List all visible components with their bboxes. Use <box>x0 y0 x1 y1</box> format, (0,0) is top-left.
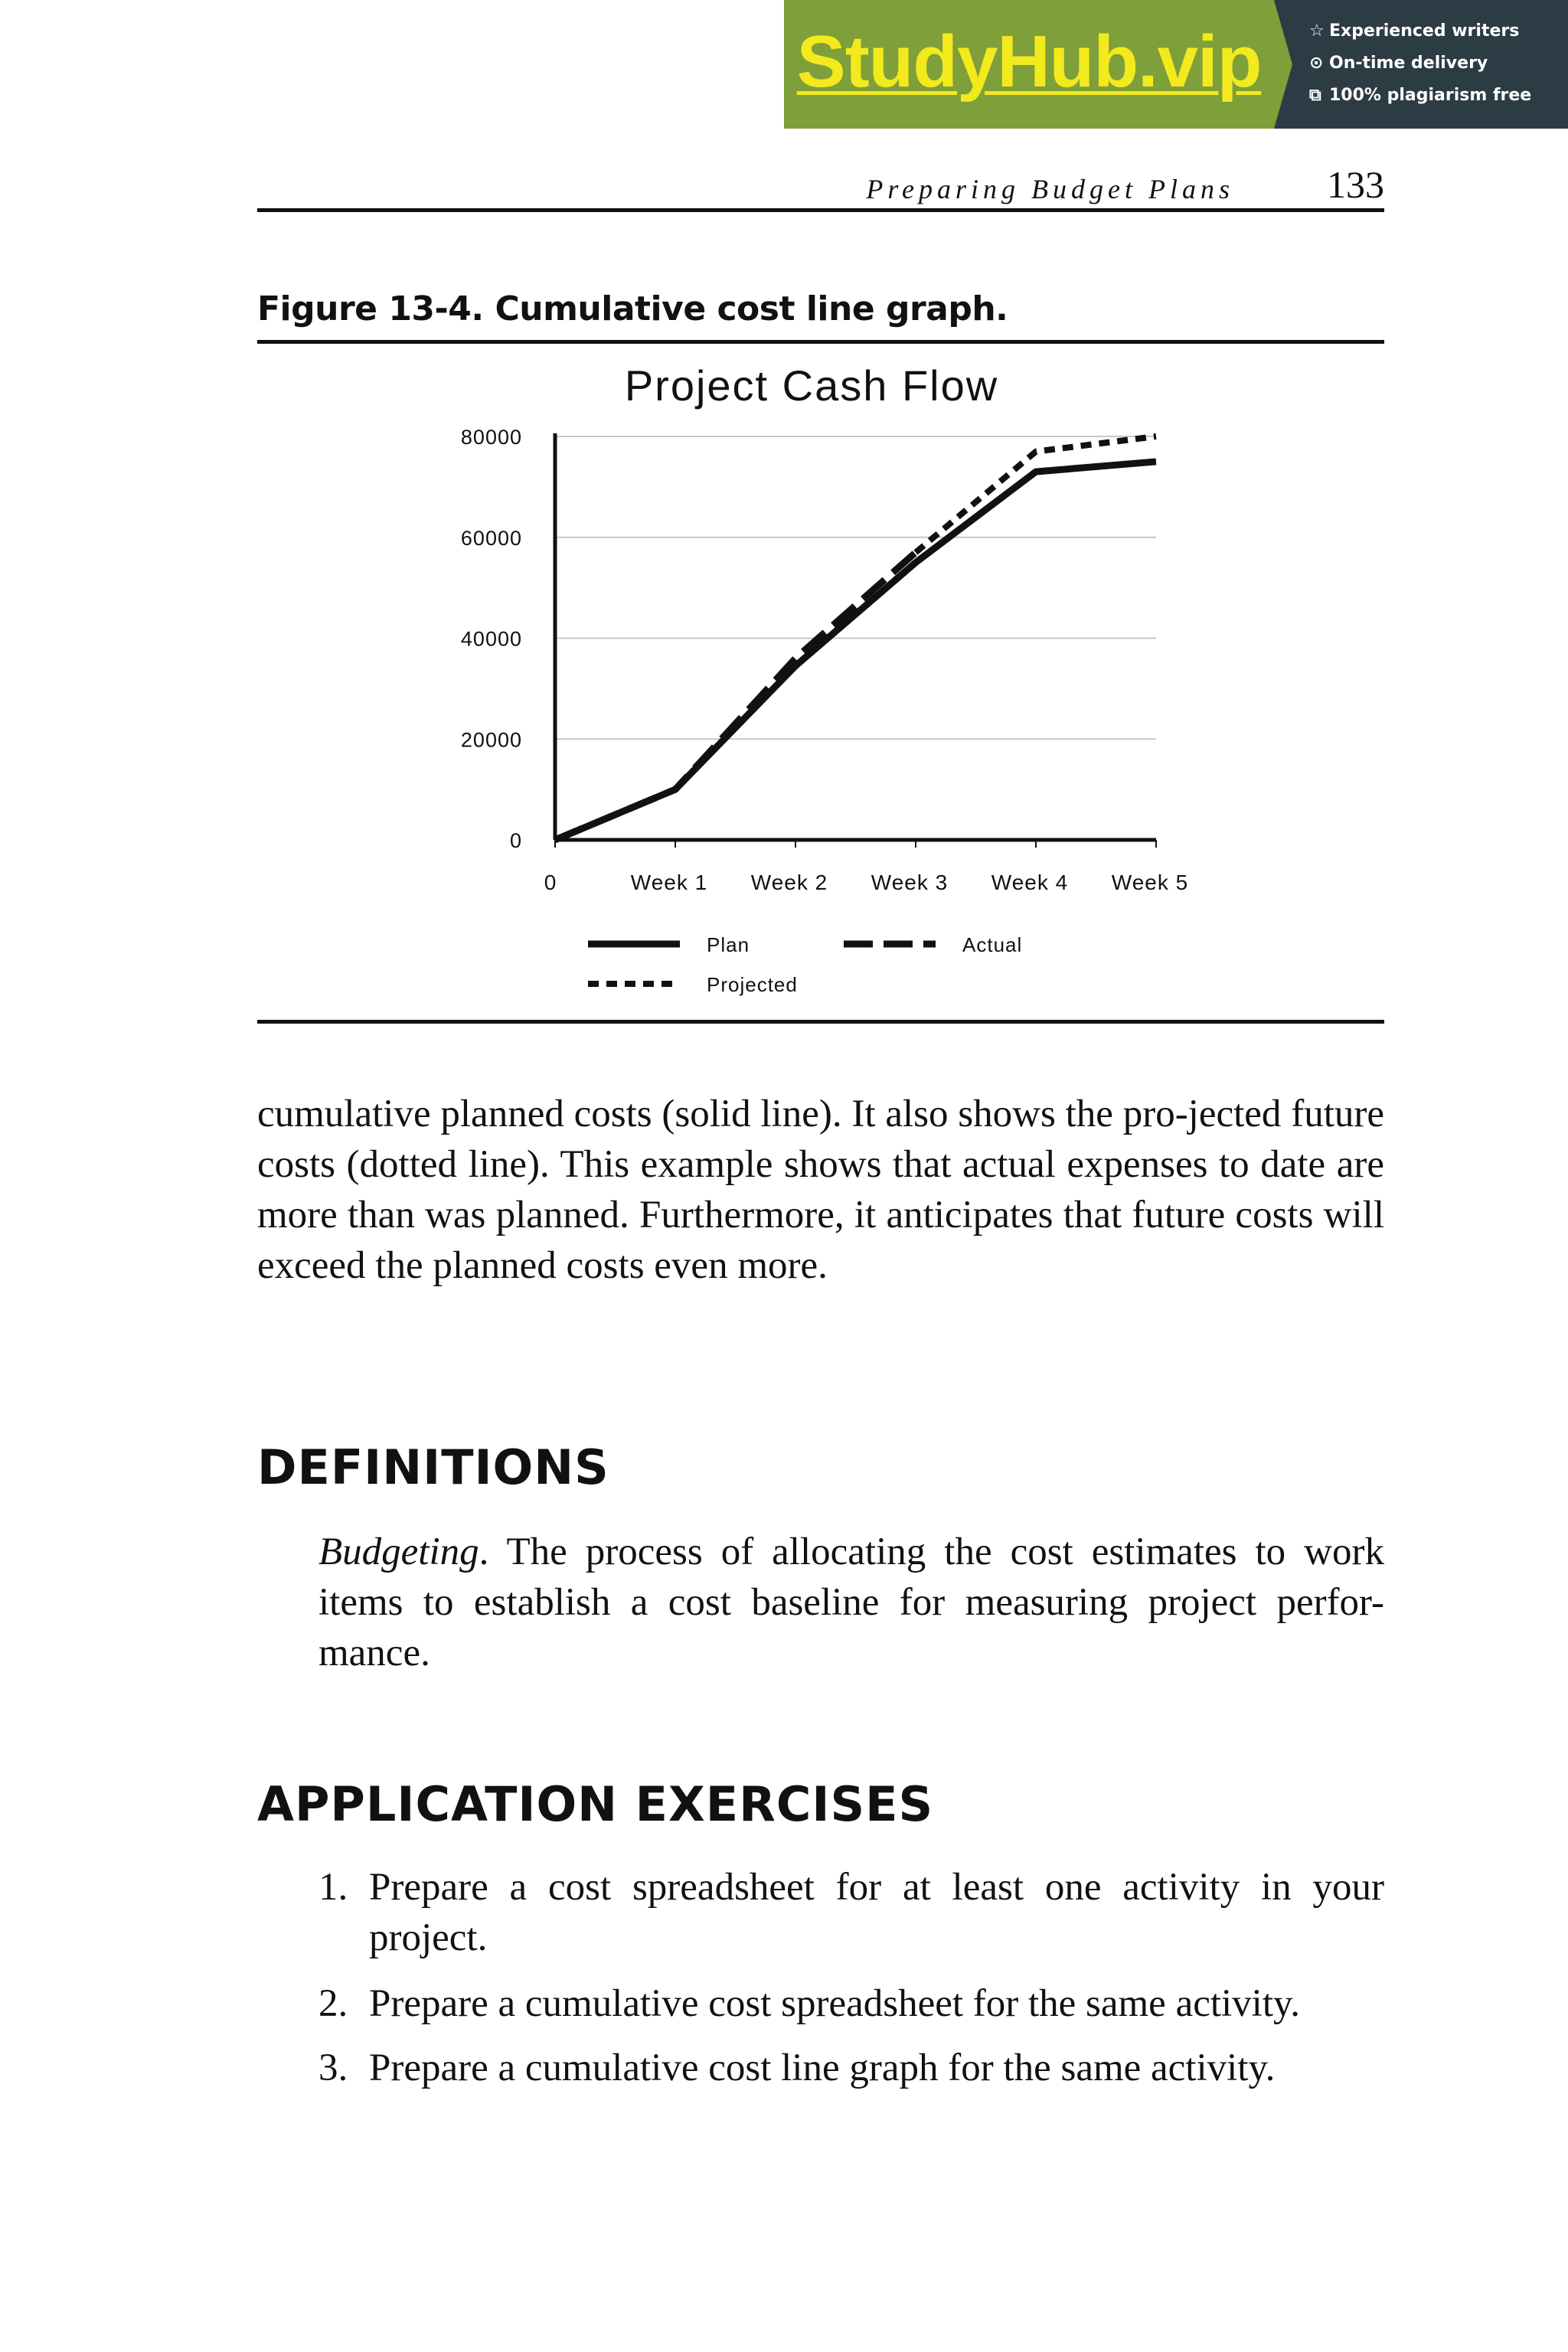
banner-feature-plagiarism: ⧉ 100% plagiarism free <box>1309 86 1532 105</box>
exercise-number: 3. <box>318 2047 348 2089</box>
definition-item <box>318 1527 1384 1678</box>
star-icon: ☆ <box>1309 21 1325 41</box>
definition-term: Budgeting <box>318 1530 479 1573</box>
banner-arrow <box>1274 0 1292 129</box>
x-tick-label: Week 4 <box>991 871 1069 894</box>
chart-title: Project Cash Flow <box>624 361 999 410</box>
x-tick-label: Week 3 <box>871 871 949 894</box>
exercise-number: 1. <box>318 1866 348 1909</box>
exercises-heading: APPLICATION EXERCISES <box>257 1776 934 1832</box>
series-line-plan <box>555 462 1156 840</box>
running-head <box>257 162 1384 208</box>
y-tick-label: 0 <box>509 829 522 852</box>
running-title: Preparing Budget Plans <box>866 174 1234 204</box>
banner-feature-writers: ☆ Experienced writers <box>1309 21 1520 41</box>
figure-bottom-rule <box>257 1020 1384 1024</box>
x-tick-label: 0 <box>544 871 557 894</box>
x-tick-label: Week 1 <box>630 871 708 894</box>
clock-icon: ⊙ <box>1309 54 1324 73</box>
chart-labels <box>461 361 1188 894</box>
y-tick-label: 80000 <box>460 426 522 449</box>
y-tick-label: 40000 <box>460 627 522 651</box>
series-line-actual <box>555 553 916 840</box>
chart-axes <box>555 433 1156 848</box>
promo-banner[interactable] <box>784 0 1568 129</box>
definitions-heading: DEFINITIONS <box>257 1439 609 1495</box>
exercise-text: Prepare a cost spreadsheet for at least one activity in your project. <box>369 1866 1384 1959</box>
legend-label-plan: Plan <box>707 933 750 956</box>
chart-legend <box>588 933 1022 996</box>
exercise-text: Prepare a cumulative cost line graph for the same activity. <box>369 2047 1276 2089</box>
figure-top-rule <box>257 340 1384 344</box>
exercise-number: 2. <box>318 1982 348 2025</box>
y-tick-label: 20000 <box>460 728 522 752</box>
cumulative-cost-line-chart <box>429 352 1271 1011</box>
copy-icon: ⧉ <box>1309 86 1321 105</box>
x-tick-label: Week 2 <box>750 871 828 894</box>
page-number: 133 <box>1327 163 1384 206</box>
body-paragraph: cumulative planned costs (solid line). It also shows the pro-jected future costs (dotted line). This example shows that actual expenses to date are more than was planned. Furthermore, it anticipates that future costs will exceed the planned costs even more. <box>257 1093 1384 1287</box>
x-tick-label: Week 5 <box>1111 871 1189 894</box>
header-rule <box>257 208 1384 212</box>
chart-gridlines <box>555 436 1156 739</box>
exercise-text: Prepare a cumulative cost spreadsheet for the same activity. <box>369 1982 1300 2025</box>
legend-label-projected: Projected <box>707 973 798 996</box>
definition-text: . The process of allocating the cost estimates to work items to establish a cost baseline for measuring project perfor-mance. <box>318 1530 1384 1674</box>
y-tick-label: 60000 <box>460 526 522 550</box>
studyhub-logo[interactable]: StudyHub.vip <box>796 21 1262 103</box>
banner-feature-delivery: ⊙ On-time delivery <box>1309 54 1488 73</box>
legend-label-actual: Actual <box>962 933 1023 956</box>
figure-caption: Figure 13-4. Cumulative cost line graph. <box>257 289 1008 328</box>
